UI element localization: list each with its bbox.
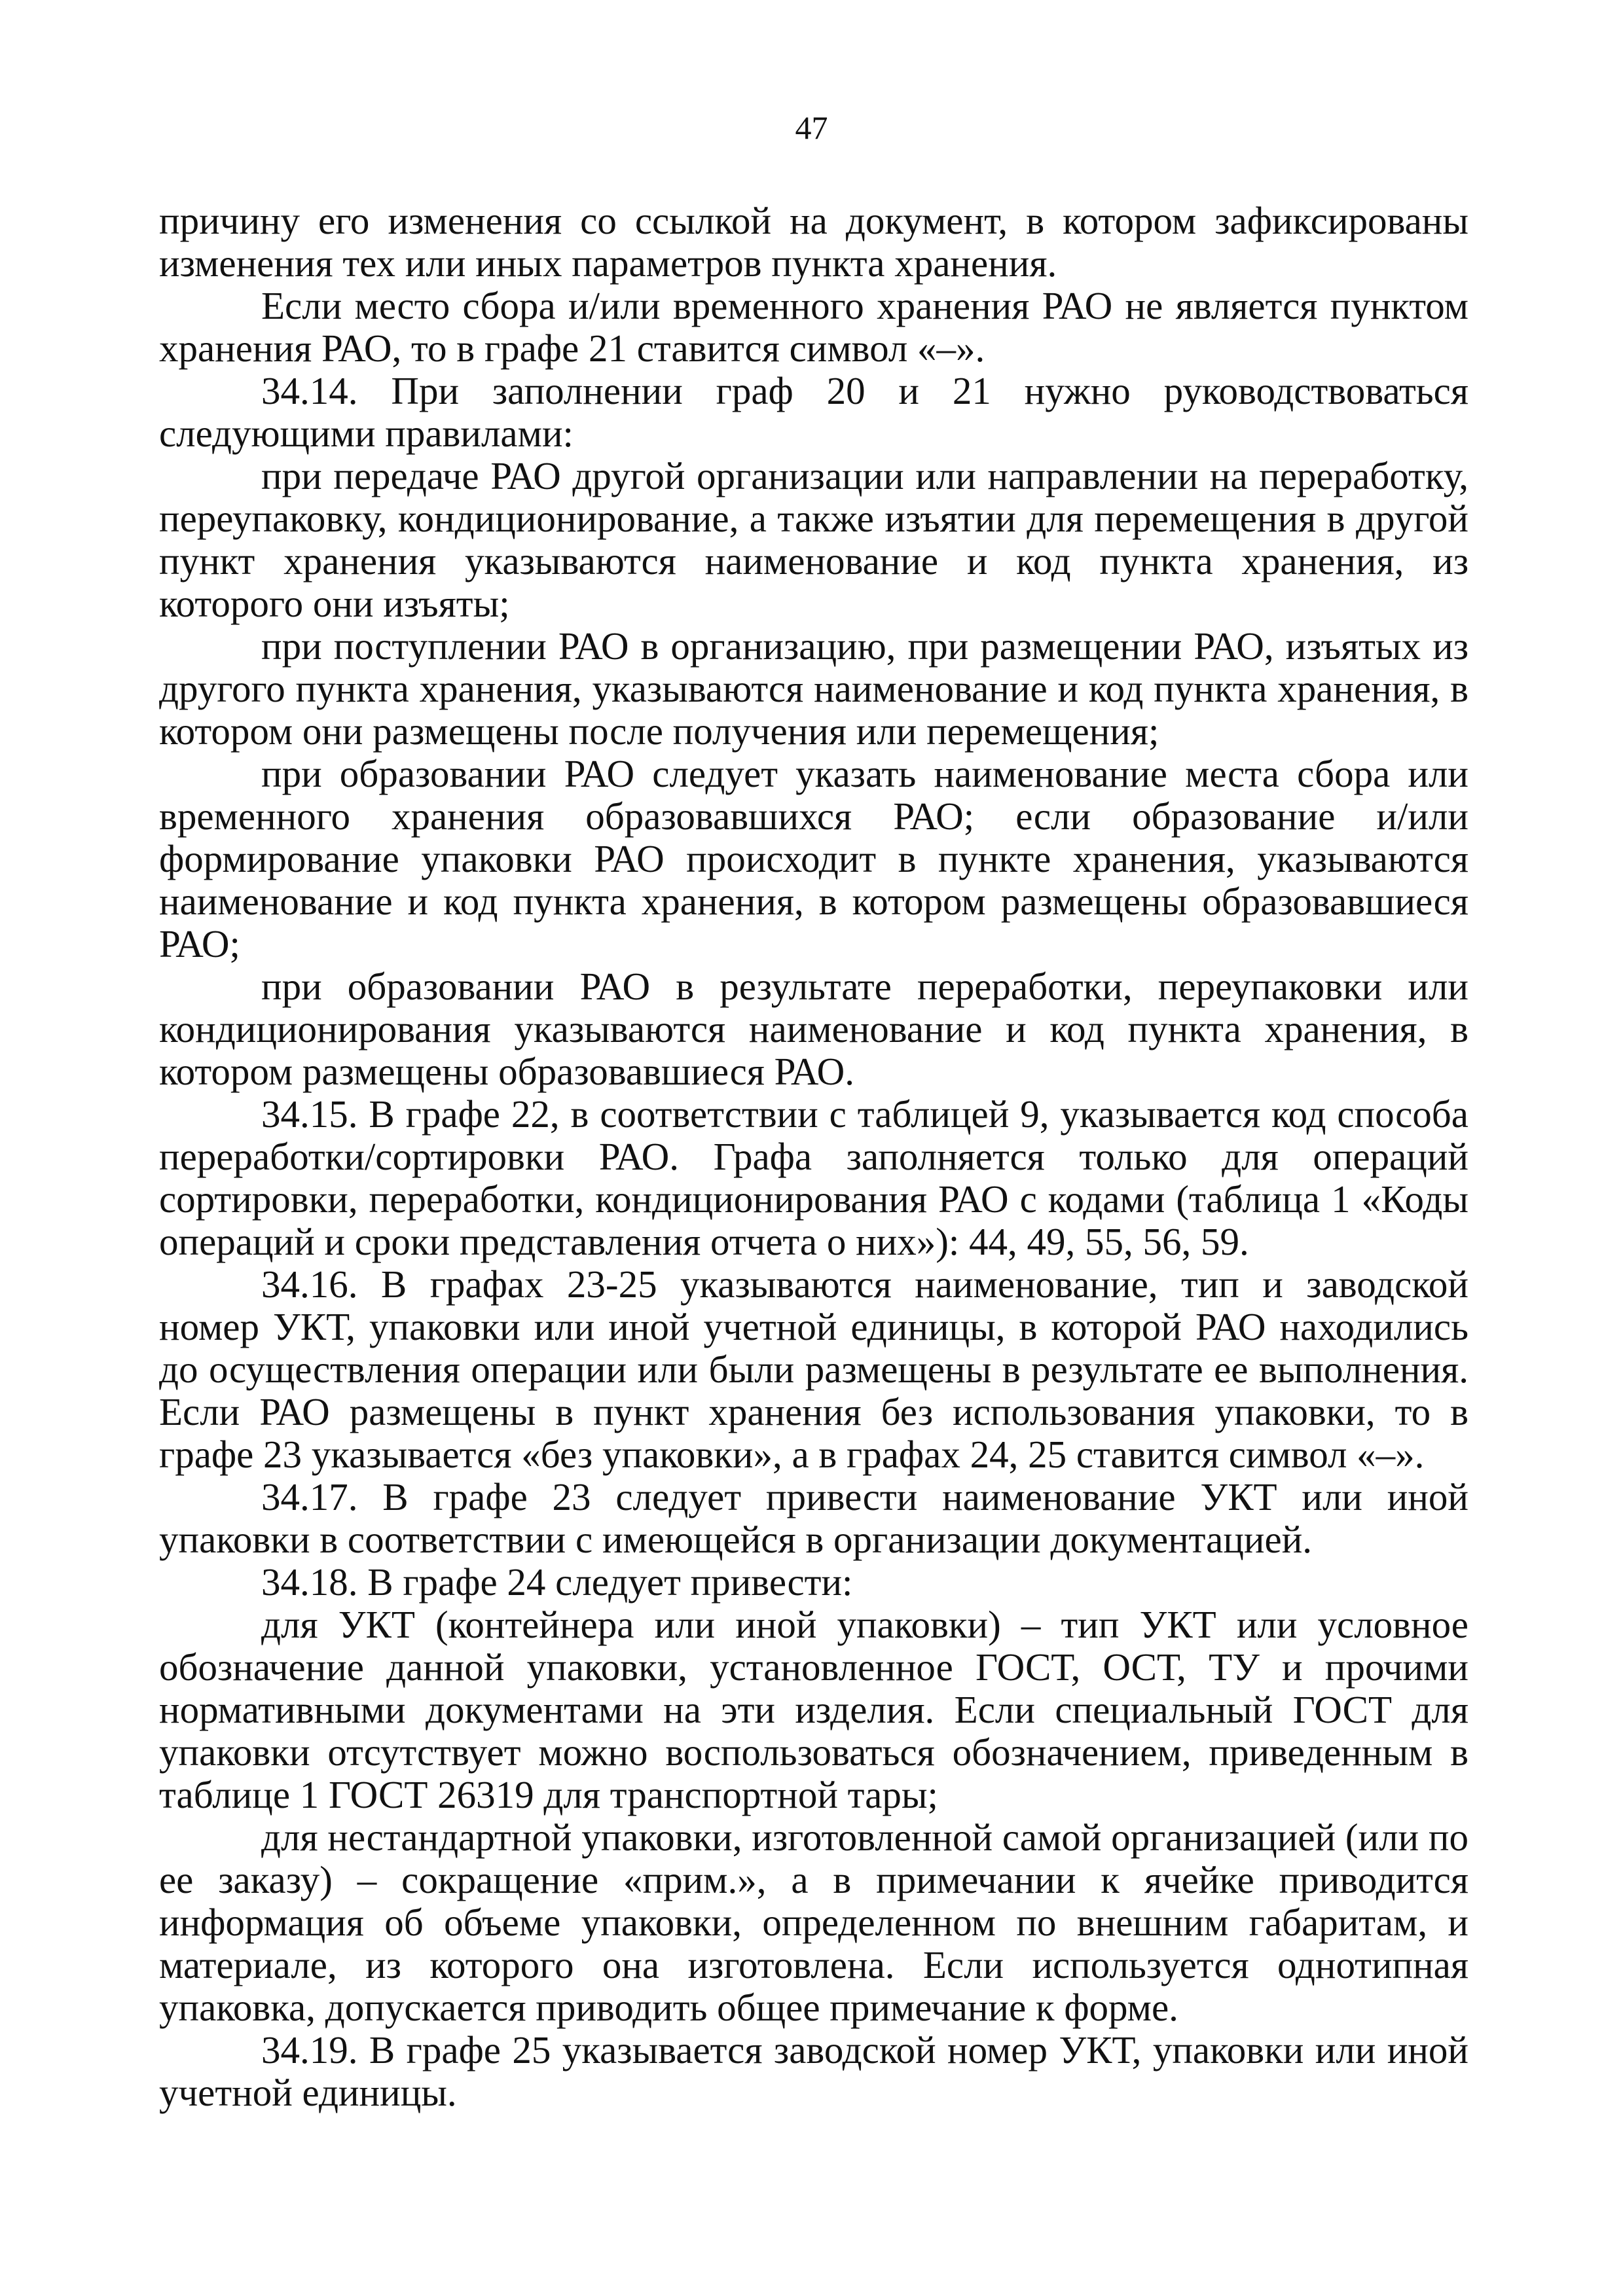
paragraph-8: 34.15. В графе 22, в соответствии с таблицей 9, указывается код способа переработки/сортировки РАО. Графа заполняется только для операций сортировки, переработки, кондиционирования РАО с кодами (таблица 1 «Коды операций и сроки представления отчета о них»): 44, 49, 55, 56, 59. — [159, 1092, 1468, 1263]
paragraph-9: 34.16. В графах 23-25 указываются наименование, тип и заводской номер УКТ, упаковки или иной учетной единицы, в которой РАО находились до осуществления операции или были размещены в результате ее выполнения. Если РАО размещены в пункт хранения без использования упаковки, то в графе 23 указывается «без упаковки», а в графах 24, 25 ставится символ «–». — [159, 1263, 1468, 1476]
paragraph-4: при передаче РАО другой организации или направлении на переработку, переупаковку, кондиционирование, а также изъятии для перемещения в другой пункт хранения указываются наименование и код пункта хранения, из которого они изъяты; — [159, 454, 1468, 625]
paragraph-3: 34.14. При заполнении граф 20 и 21 нужно руководствоваться следующими правилами: — [159, 369, 1468, 455]
paragraph-13: для нестандартной упаковки, изготовленной самой организацией (или по ее заказу) – сокращение «прим.», а в примечании к ячейке приводится информация об объеме упаковки, определенном по внешним габаритам, и материале, из которого она изготовлена. Если используется однотипная упаковка, допускается приводить общее примечание к форме. — [159, 1816, 1468, 2029]
paragraph-10: 34.17. В графе 23 следует привести наименование УКТ или иной упаковки в соответствии с имеющейся в организации документацией. — [159, 1475, 1468, 1561]
paragraph-6: при образовании РАО следует указать наименование места сбора или временного хранения образовавшихся РАО; если образование и/или формирование упаковки РАО происходит в пункте хранения, указываются наименование и код пункта хранения, в котором размещены образовавшиеся РАО; — [159, 752, 1468, 965]
paragraph-5: при поступлении РАО в организацию, при размещении РАО, изъятых из другого пункта хранения, указываются наименование и код пункта хранения, в котором они размещены после получения или перемещения; — [159, 624, 1468, 753]
paragraph-1: причину его изменения со ссылкой на документ, в котором зафиксированы изменения тех или иных параметров пункта хранения. — [159, 199, 1468, 285]
paragraph-14: 34.19. В графе 25 указывается заводской номер УКТ, упаковки или иной учетной единицы. — [159, 2028, 1468, 2114]
page-number: 47 — [795, 109, 828, 146]
paragraph-11: 34.18. В графе 24 следует привести: — [261, 1560, 853, 1604]
paragraph-12: для УКТ (контейнера или иной упаковки) – тип УКТ или условное обозначение данной упаковки, установленное ГОСТ, ОСТ, ТУ и прочими нормативными документами на эти изделия. Если специальный ГОСТ для упаковки отсутствует можно воспользоваться обозначением, приведенным в таблице 1 ГОСТ 26319 для транспортной тары; — [159, 1603, 1468, 1816]
paragraph-2: Если место сбора и/или временного хранения РАО не является пунктом хранения РАО, то в графе 21 ставится символ «–». — [159, 284, 1468, 370]
body-text — [159, 200, 1468, 2114]
paragraph-7: при образовании РАО в результате переработки, переупаковки или кондиционирования указываются наименование и код пункта хранения, в котором размещены образовавшиеся РАО. — [159, 965, 1468, 1093]
